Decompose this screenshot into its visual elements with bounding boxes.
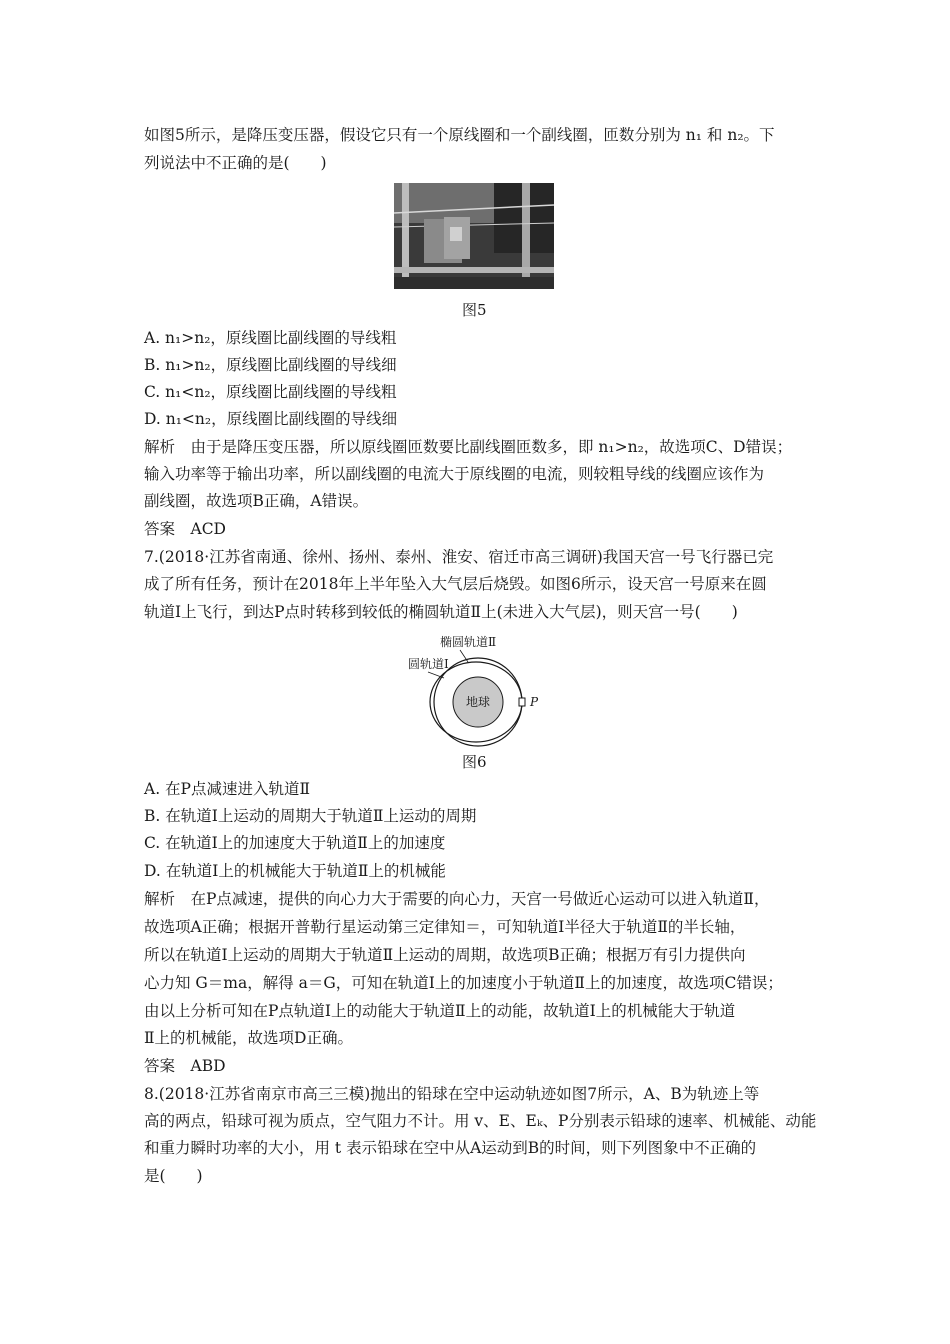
q6-option-a: A. n₁>n₂，原线圈比副线圈的导线粗: [144, 329, 397, 347]
q6-stem-line-2: 列说法中不正确的是( ): [144, 154, 327, 172]
label-elliptical-orbit: 椭圆轨道Ⅱ: [440, 635, 497, 649]
label-earth: 地球: [466, 695, 491, 709]
q7-analysis-line-5: 由以上分析可知在P点轨道Ⅰ上的动能大于轨道Ⅱ上的动能，故轨道Ⅰ上的机械能大于轨道: [144, 1002, 736, 1020]
q7-answer: 答案 ABD: [144, 1057, 226, 1075]
q6-analysis-line-3: 副线圈，故选项B正确，A错误。: [144, 492, 369, 510]
q6-answer: 答案 ACD: [144, 520, 226, 538]
q8-stem-line-1: 8.(2018·江苏省南京市高三三模)抛出的铅球在空中运动轨迹如图7所示，A、B为轨迹上等: [144, 1085, 760, 1103]
q7-analysis-line-2: 故选项A正确；根据开普勒行星运动第三定律知＝，可知轨道Ⅰ半径大于轨道Ⅱ的半长轴，: [144, 918, 746, 936]
q6-option-b: B. n₁>n₂，原线圈比副线圈的导线细: [144, 356, 397, 374]
q7-stem-line-1: 7.(2018·江苏省南通、徐州、扬州、泰州、淮安、宿迁市高三调研)我国天宫一号飞行器已完: [144, 548, 774, 566]
q7-stem-line-3: 轨道Ⅰ上飞行，到达P点时转移到较低的椭圆轨道Ⅱ上(未进入大气层)，则天宫一号( ): [144, 603, 738, 621]
q6-stem-line-1: 如图5所示，是降压变压器，假设它只有一个原线圈和一个副线圈，匝数分别为 n₁ 和 n₂。下: [144, 126, 775, 144]
q7-analysis-line-6: Ⅱ上的机械能，故选项D正确。: [144, 1029, 353, 1047]
q8-stem-line-2: 高的两点，铅球可视为质点，空气阻力不计。用 v、E、Eₖ、P分别表示铅球的速率、机械能、动能: [144, 1112, 817, 1130]
label-circular-orbit: 圆轨道Ⅰ: [408, 657, 449, 671]
q6-option-c: C. n₁<n₂，原线圈比副线圈的导线粗: [144, 383, 397, 401]
q7-option-b: B. 在轨道Ⅰ上运动的周期大于轨道Ⅱ上运动的周期: [144, 807, 477, 825]
q7-option-c: C. 在轨道Ⅰ上的加速度大于轨道Ⅱ上的加速度: [144, 834, 446, 852]
q7-analysis-line-1: 解析 在P点减速，提供的向心力大于需要的向心力，天宫一号做近心运动可以进入轨道Ⅱ，: [144, 890, 770, 908]
transformer-photo: [394, 183, 554, 289]
spacecraft-marker: [519, 698, 525, 706]
q6-analysis-line-1: 解析 由于是降压变压器，所以原线圈匝数要比副线圈匝数多，即 n₁>n₂，故选项C、D错误；: [144, 438, 793, 456]
q7-option-a: A. 在P点减速进入轨道Ⅱ: [144, 780, 311, 798]
label-point-p: P: [530, 695, 539, 709]
orbit-diagram: [400, 628, 560, 748]
figure-5-caption: 图5: [462, 301, 487, 319]
q7-analysis-line-4: 心力知 G＝ma，解得 a＝G，可知在轨道Ⅰ上的加速度小于轨道Ⅱ上的加速度，故选项C错误；: [144, 974, 783, 992]
figure-6-caption: 图6: [462, 753, 487, 771]
q6-option-d: D. n₁<n₂，原线圈比副线圈的导线细: [144, 410, 398, 428]
q8-stem-line-4: 是( ): [144, 1167, 203, 1185]
q7-stem-line-2: 成了所有任务，预计在2018年上半年坠入大气层后烧毁。如图6所示，设天宫一号原来在圆: [144, 575, 767, 593]
q6-analysis-line-2: 输入功率等于输出功率，所以副线圈的电流大于原线圈的电流，则较粗导线的线圈应该作为: [144, 465, 765, 483]
q7-analysis-line-3: 所以在轨道Ⅰ上运动的周期大于轨道Ⅱ上运动的周期，故选项B正确；根据万有引力提供向: [144, 946, 746, 964]
q8-stem-line-3: 和重力瞬时功率的大小，用 t 表示铅球在空中从A运动到B的时间，则下列图象中不正确的: [144, 1139, 757, 1157]
q7-option-d: D. 在轨道Ⅰ上的机械能大于轨道Ⅱ上的机械能: [144, 862, 446, 880]
